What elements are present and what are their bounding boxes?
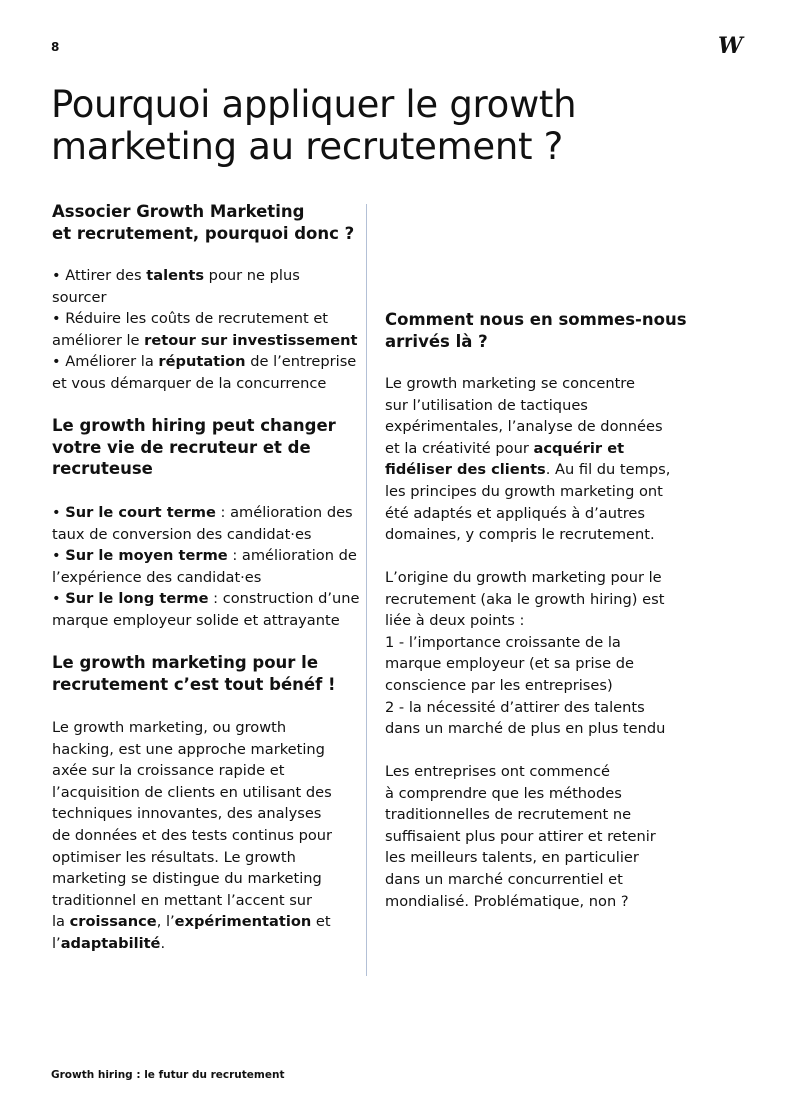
text-line [385, 653, 665, 675]
text: et [311, 913, 331, 931]
text: • Améliorer la [52, 353, 159, 371]
heading-growth-hiring [52, 415, 336, 480]
heading-benef [52, 652, 336, 695]
text: et la créativité pour [385, 439, 534, 457]
text: été adaptés et appliqués à d’autres [385, 504, 645, 522]
text: hacking, est une approche marketing [52, 740, 325, 758]
page-number: 8 [51, 40, 60, 54]
text-line [52, 308, 357, 330]
text-line [385, 438, 670, 460]
text-line [52, 201, 354, 223]
text: arrivés là ? [385, 331, 488, 351]
heading-comment [385, 309, 687, 352]
text: suffisaient plus pour attirer et retenir [385, 827, 656, 845]
text: votre vie de recruteur et de [52, 437, 311, 457]
text: , l’ [156, 913, 175, 931]
text: traditionnelles de recrutement ne [385, 806, 632, 824]
text-line [52, 717, 332, 739]
text-line [52, 868, 332, 890]
bold-text: Sur le court terme [65, 504, 216, 521]
text: l’ [52, 934, 61, 952]
bold-text: acquérir et [533, 439, 625, 457]
text-line [385, 826, 656, 848]
text: axée sur la croissance rapide et [52, 762, 285, 780]
text-line [52, 458, 336, 480]
heading-associer [52, 201, 354, 244]
text-line [52, 933, 332, 955]
text-line [385, 804, 656, 826]
title-line: marketing au recrutement ? [51, 125, 563, 168]
text-line [385, 697, 665, 719]
text: . [160, 934, 166, 952]
text-line [52, 847, 332, 869]
text-line [385, 481, 670, 503]
text: traditionnel en mettant l’accent sur [52, 891, 313, 909]
text: conscience par les entreprises) [385, 676, 613, 694]
bold-text: expérimentation [174, 913, 312, 931]
text-line [52, 782, 332, 804]
text: l’expérience des candidat·es [52, 568, 262, 586]
text: recrutement c’est tout bénéf ! [52, 674, 336, 694]
paragraph-definition [52, 717, 332, 955]
text-line [52, 588, 360, 610]
text: dans un marché concurrentiel et [385, 870, 623, 888]
bold-text: fidéliser des clients [385, 461, 546, 479]
bold-text: adaptabilité [60, 934, 161, 952]
bold-text: Sur le long terme [65, 590, 209, 608]
text: Le growth hiring peut changer [52, 416, 336, 435]
text: • [52, 590, 66, 608]
text: et recrutement, pourquoi donc ? [52, 223, 355, 243]
text-line [385, 869, 656, 891]
list-benefits [52, 265, 357, 395]
text: recruteuse [52, 459, 153, 478]
bold-text: croissance [69, 913, 157, 931]
text: : amélioration des [215, 504, 353, 521]
paragraph-origine [385, 567, 665, 740]
text: de données et des tests continus pour [52, 826, 333, 844]
text: : construction d’une [208, 590, 360, 608]
text: • [52, 504, 66, 521]
text: la [52, 913, 70, 931]
text: : amélioration de [227, 547, 357, 565]
text-line [385, 675, 665, 697]
text: Comment nous en sommes-nous [385, 310, 687, 329]
text-line [52, 825, 332, 847]
text-line [52, 911, 332, 933]
paragraph-entreprises [385, 761, 656, 912]
text-line [52, 545, 360, 567]
text-line [385, 610, 665, 632]
text: sourcer [52, 288, 107, 306]
text: Le growth marketing pour le [52, 653, 319, 672]
text: l’acquisition de clients en utilisant des [52, 783, 332, 801]
text: Le growth marketing se concentre [385, 375, 635, 392]
text-line [52, 524, 360, 546]
brand-logo: W [718, 33, 739, 59]
text-line [52, 437, 336, 459]
text-line [385, 783, 656, 805]
text-line [52, 803, 332, 825]
text: 1 - l’importance croissante de la [385, 633, 621, 651]
text: marque employeur (et sa prise de [385, 655, 634, 673]
text-line [52, 567, 360, 589]
text-line [52, 351, 357, 373]
text-line [385, 718, 665, 740]
bold-text: Sur le moyen terme [65, 547, 228, 565]
text: dans un marché de plus en plus tendu [385, 720, 666, 738]
text-line [52, 330, 357, 352]
text-line [385, 524, 670, 546]
text: techniques innovantes, des analyses [52, 805, 322, 823]
text-line [385, 309, 687, 331]
column-divider [366, 204, 367, 976]
text-line [385, 891, 656, 913]
text-line [52, 265, 357, 287]
text: expérimentales, l’analyse de données [385, 418, 663, 436]
text-line [385, 632, 665, 654]
text-line [52, 674, 336, 696]
text-line [52, 373, 357, 395]
text: Associer Growth Marketing [52, 202, 305, 221]
text-line [385, 459, 670, 481]
text-line [385, 589, 665, 611]
text: Les entreprises ont commencé [385, 763, 610, 780]
text-line [52, 739, 332, 761]
text: sur l’utilisation de tactiques [385, 396, 588, 414]
text: marketing se distingue du marketing [52, 870, 322, 888]
text-line [52, 223, 354, 245]
text: améliorer le [52, 331, 145, 349]
text: marque employeur solide et attrayante [52, 611, 340, 629]
text-line [52, 760, 332, 782]
text-line [52, 415, 336, 437]
text: pour ne plus [204, 267, 300, 284]
text-line [385, 373, 670, 395]
text: de l’entreprise [245, 353, 357, 371]
text: les meilleurs talents, en particulier [385, 849, 639, 867]
page-title [51, 84, 576, 168]
bold-text: réputation [158, 353, 246, 371]
footer-title: Growth hiring : le futur du recrutement [51, 1069, 285, 1081]
text-line [385, 761, 656, 783]
text-line [385, 567, 665, 589]
text-line [385, 331, 687, 353]
text: Le growth marketing, ou growth [52, 719, 287, 736]
text: les principes du growth marketing ont [385, 482, 663, 500]
text: • Attirer des [52, 267, 147, 284]
text-line [385, 416, 670, 438]
text-line [52, 610, 360, 632]
list-terms [52, 502, 360, 632]
text: recrutement (aka le growth hiring) est [385, 590, 665, 608]
text: mondialisé. Problématique, non ? [385, 892, 629, 910]
text-line [385, 503, 670, 525]
text: liée à deux points : [385, 612, 525, 630]
text: optimiser les résultats. Le growth [52, 848, 296, 866]
title-line: Pourquoi appliquer le growth [51, 83, 577, 126]
text-line [52, 652, 336, 674]
text-line [385, 395, 670, 417]
text: taux de conversion des candidat·es [52, 525, 312, 543]
text: • Réduire les coûts de recrutement et [52, 310, 329, 328]
text: à comprendre que les méthodes [385, 784, 622, 802]
text-line [52, 502, 360, 524]
text: • [52, 547, 66, 565]
text: L’origine du growth marketing pour le [385, 569, 662, 586]
bold-text: talents [146, 267, 205, 284]
bold-text: retour sur investissement [144, 331, 358, 349]
text: domaines, y compris le recrutement. [385, 526, 655, 544]
text: . Au fil du temps, [545, 461, 671, 479]
text: 2 - la nécessité d’attirer des talents [385, 698, 645, 716]
paragraph-concentre [385, 373, 670, 546]
text-line [52, 287, 357, 309]
text-line [385, 847, 656, 869]
text: et vous démarquer de la concurrence [52, 374, 327, 392]
text-line [52, 890, 332, 912]
